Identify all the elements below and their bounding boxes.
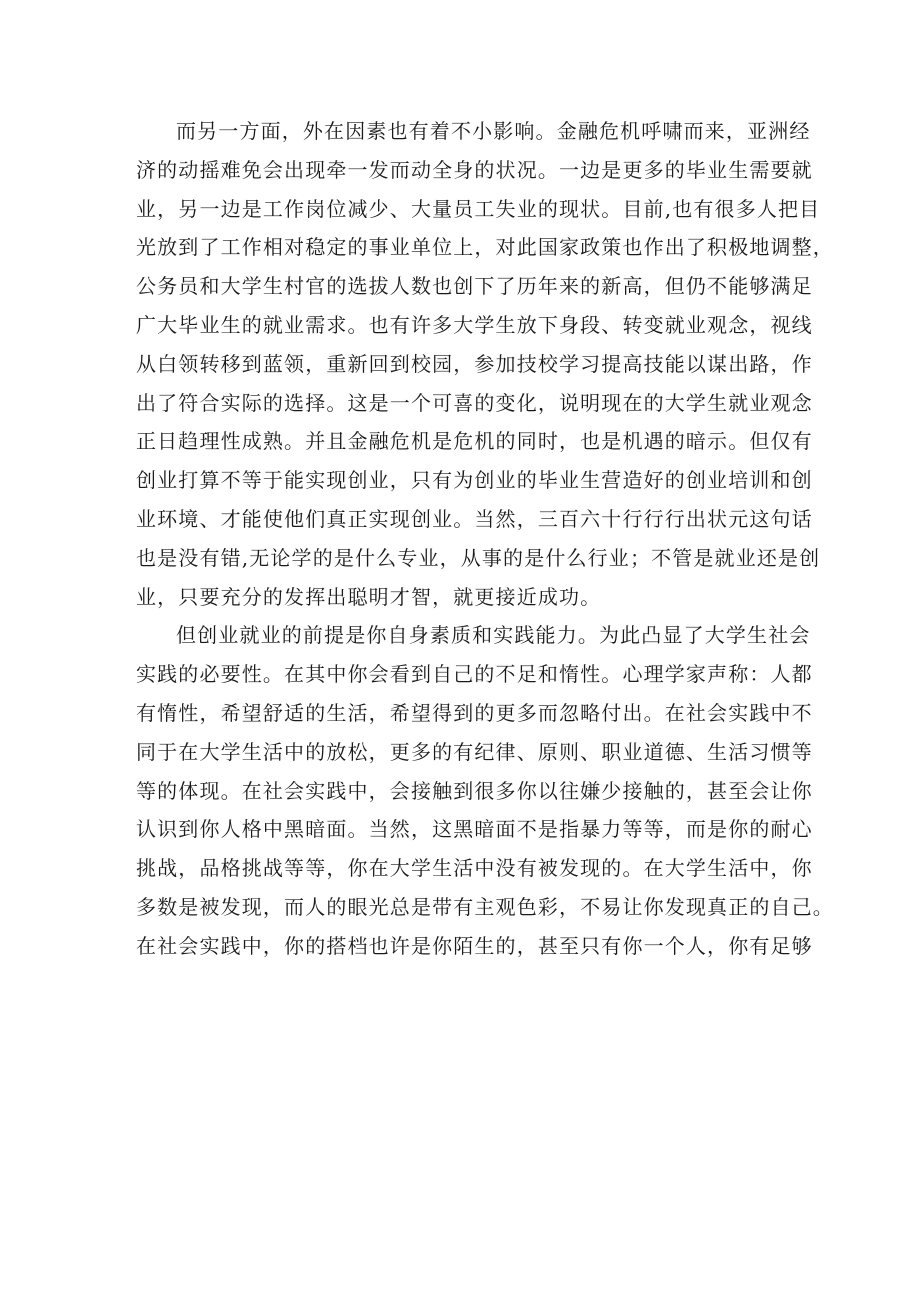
- paragraph-1: [136, 112, 834, 616]
- text-line: 实践的必要性。在其中你会看到自己的不足和惰性。心理学家声称：人都: [136, 662, 813, 687]
- text-line: 而另一方面，外在因素也有着不小影响。金融危机呼啸而来，亚洲经: [176, 119, 811, 143]
- text-line: 也是没有错,无论学的是什么专业，从事的是什么行业；不管是就业还是创: [136, 545, 821, 570]
- text-line: 在社会实践中，你的搭档也许是你陌生的，甚至只有你一个人，你有足够: [136, 933, 813, 958]
- paragraph-2: [136, 616, 834, 965]
- text-line: 光放到了工作相对稳定的事业单位上，对此国家政策也作出了积极地调整，: [136, 235, 834, 260]
- text-line: 有惰性，希望舒适的生活，希望得到的更多而忽略付出。在社会实践中不: [136, 700, 813, 725]
- text-line: 创业打算不等于能实现创业，只有为创业的毕业生营造好的创业培训和创: [136, 468, 813, 493]
- text-line: 认识到你人格中黑暗面。当然，这黑暗面不是指暴力等等，而是你的耐心: [136, 817, 813, 842]
- text-line: 广大毕业生的就业需求。也有许多大学生放下身段、转变就业观念，视线: [136, 312, 813, 337]
- text-line: 业，只要充分的发挥出聪明才智，就更接近成功。: [136, 584, 602, 609]
- text-line: 正日趋理性成熟。并且金融危机是危机的同时，也是机遇的暗示。但仅有: [136, 429, 813, 454]
- text-line: 济的动摇难免会出现牵一发而动全身的状况。一边是更多的毕业生需要就: [136, 157, 813, 182]
- text-line: 从白领转移到蓝领，重新回到校园，参加技校学习提高技能以谋出路，作: [136, 351, 813, 376]
- text-line: 公务员和大学生村官的选拔人数也创下了历年来的新高，但仍不能够满足: [136, 274, 813, 299]
- text-line: 出了符合实际的选择。这是一个可喜的变化，说明现在的大学生就业观念: [136, 390, 813, 415]
- text-line: 同于在大学生活中的放松，更多的有纪律、原则、职业道德、生活习惯等: [136, 739, 813, 764]
- text-line: 但创业就业的前提是你自身素质和实践能力。为此凸显了大学生社会: [176, 623, 811, 648]
- text-line: 挑战，品格挑战等等，你在大学生活中没有被发现的。在大学生活中，你: [136, 856, 813, 881]
- text-line: 业环境、才能使他们真正实现创业。当然，三百六十行行行出状元这句话: [136, 506, 813, 531]
- text-line: 多数是被发现，而人的眼光总是带有主观色彩，不易让你发现真正的自己。: [136, 894, 834, 919]
- text-line: 业，另一边是工作岗位减少、大量员工失业的现状。目前,也有很多人把目: [136, 196, 821, 221]
- document-body: [136, 112, 834, 966]
- text-line: 等的体现。在社会实践中，会接触到很多你以往嫌少接触的，甚至会让你: [136, 778, 813, 803]
